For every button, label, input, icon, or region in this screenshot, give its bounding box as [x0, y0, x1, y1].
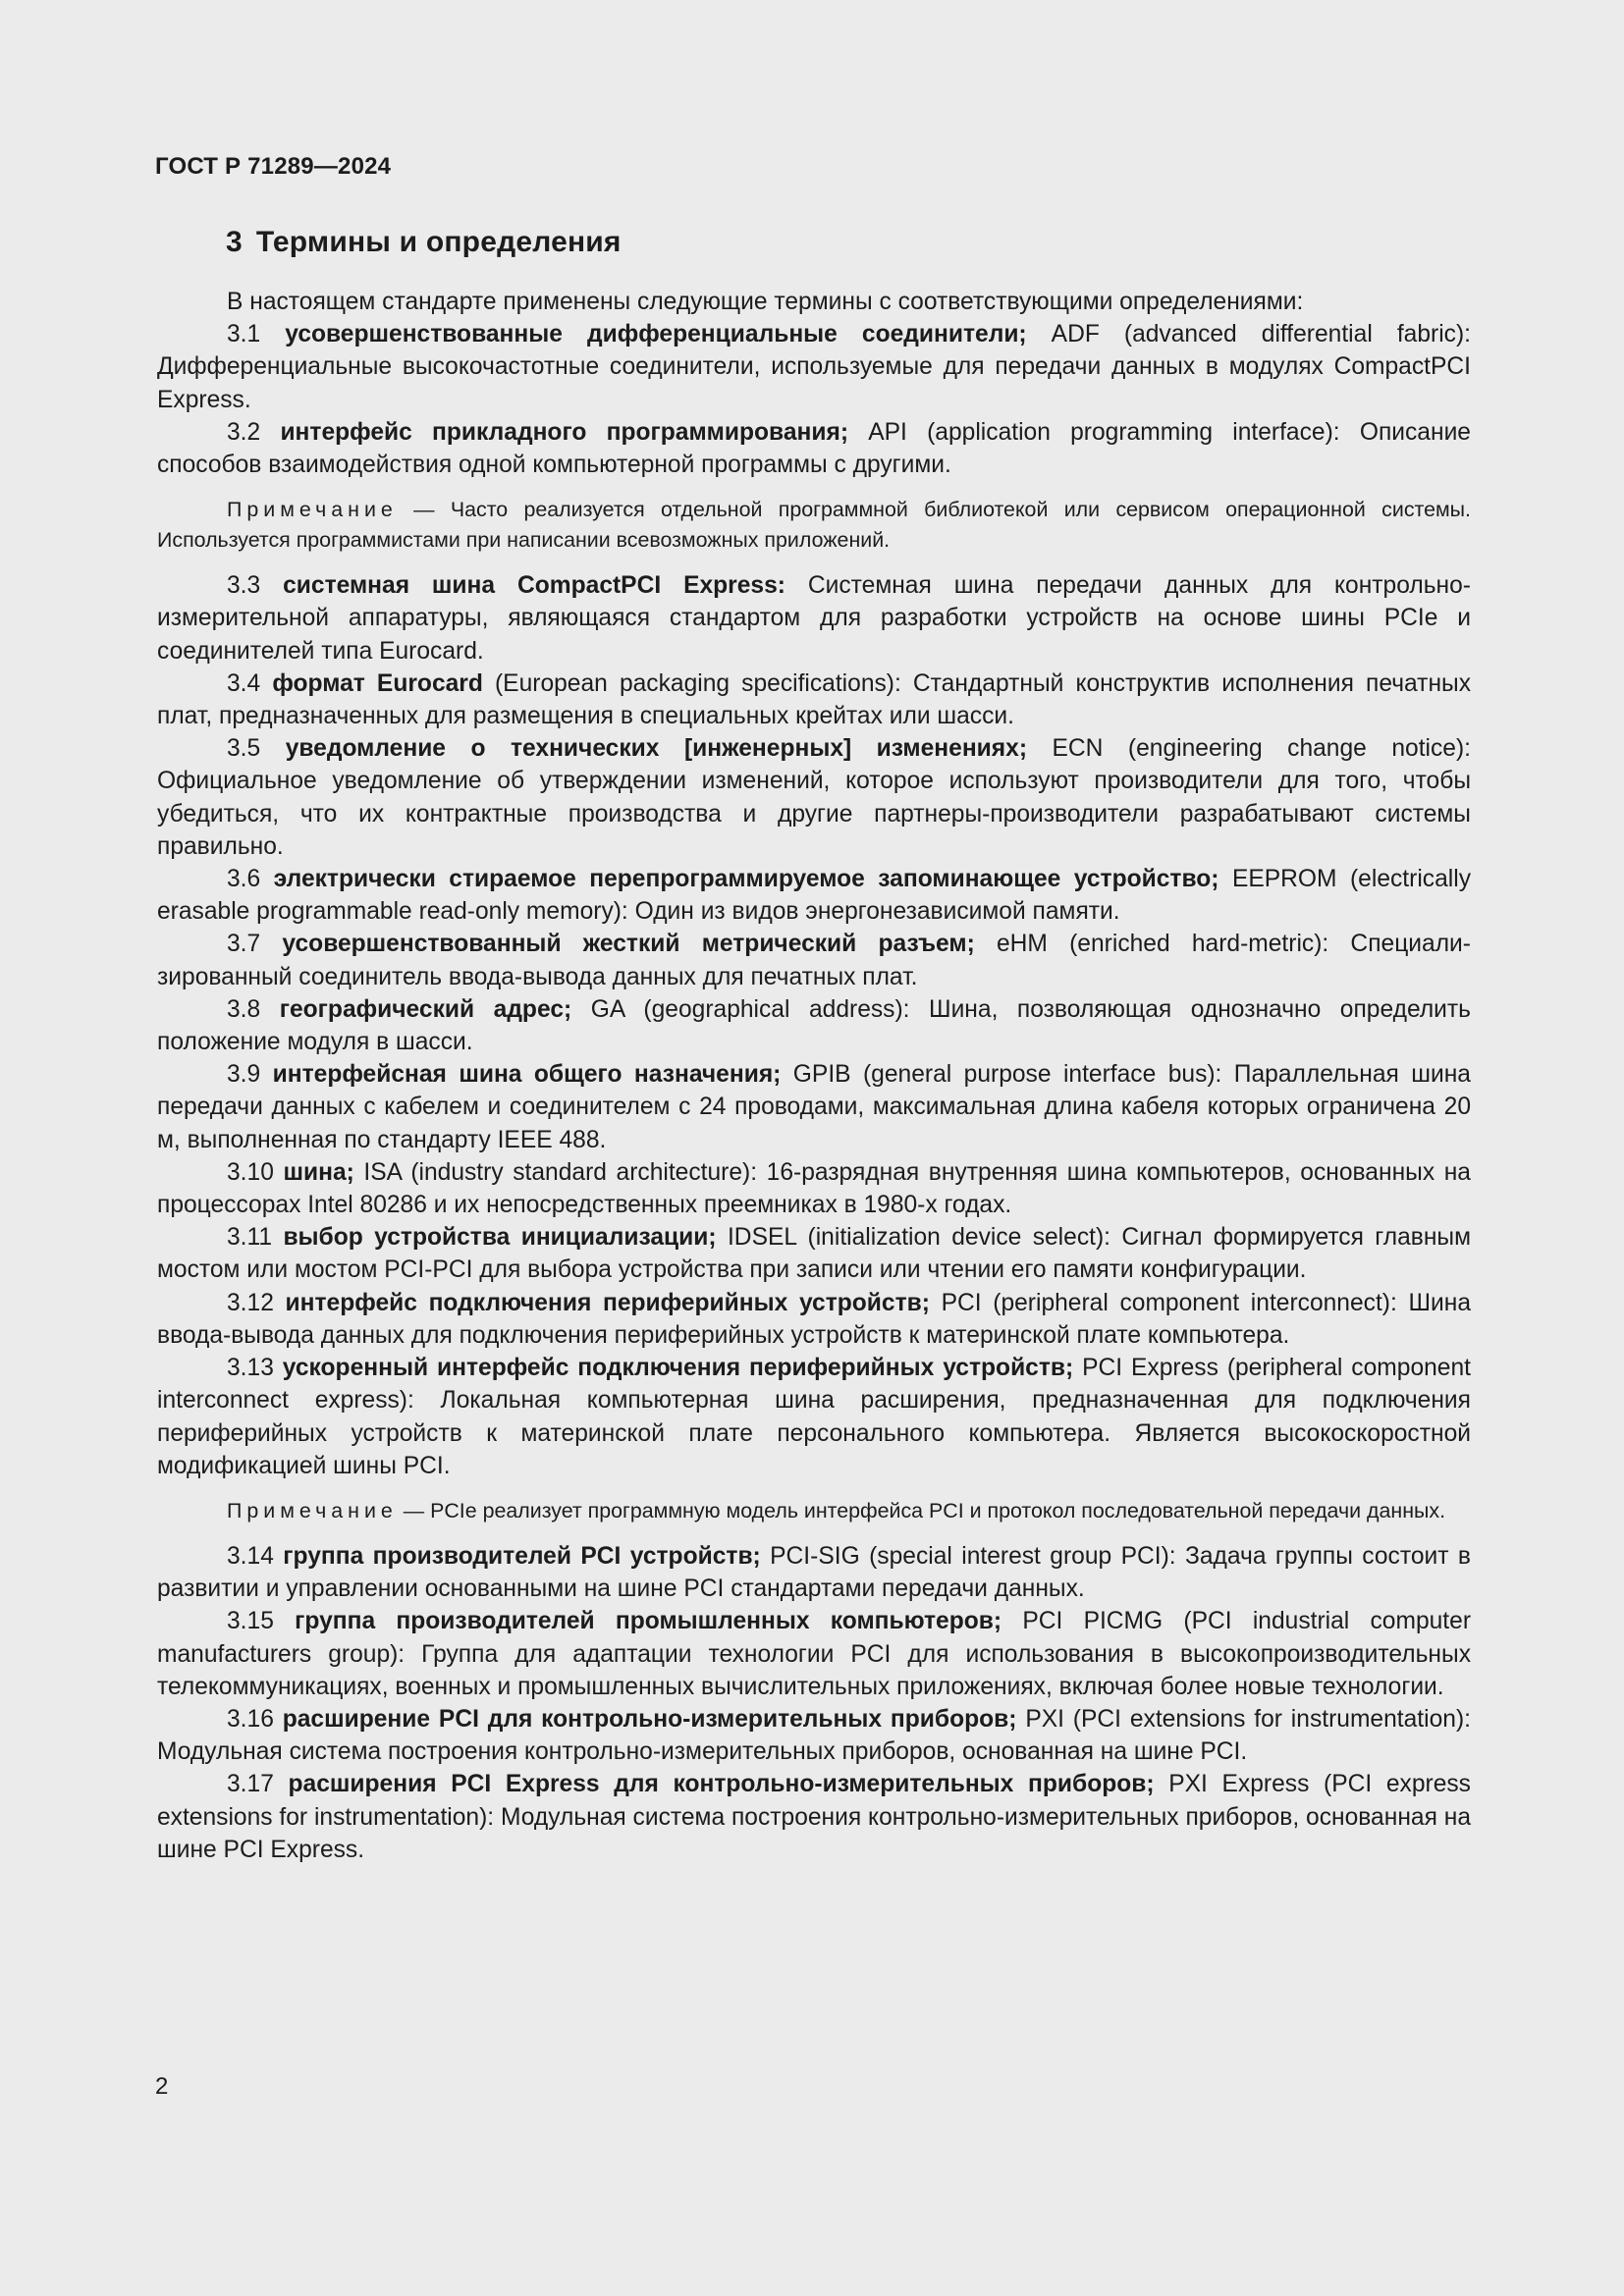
term-name: выбор устройства инициализации;: [283, 1224, 717, 1252]
section-number: 3: [226, 226, 243, 258]
term-definition: GPIB (general purpose interface bus): Параллельная шина передачи данных с кабелем и соединителем с 24 проводами, максимальная длина кабеля которых ограничена 20 м, выполненная по стандарту IEEE 488.: [157, 1061, 1471, 1153]
term-name: шина;: [283, 1158, 354, 1186]
term-3-12: [157, 1287, 1471, 1352]
term-number: 3.17: [227, 1771, 274, 1798]
note-text: — Часто реализуется отдельной программной библиотекой или сервисом операционной системы. Используется программистами при написании всевозможных приложений.: [157, 498, 1471, 553]
term-definition: GA (geographical address): Шина, позволяющая однозначно определить положение модуля в шасси.: [157, 995, 1471, 1056]
term-name: группа производителей промышленных компьютеров;: [295, 1608, 1002, 1635]
term-3-15: [157, 1605, 1471, 1703]
term-3-1: [157, 318, 1471, 416]
term-number: 3.10: [227, 1158, 274, 1186]
term-definition: Системная шина передачи данных для контрольно-измерительной аппаратуры, являющаяся стандартом для разработки устройств на основе шины PCIe и соединителей типа Eurocard.: [157, 572, 1471, 665]
term-3-11: [157, 1221, 1471, 1286]
note-label: Примечание: [227, 498, 398, 522]
term-3-14: [157, 1540, 1471, 1605]
term-definition: API (application programming interface): Описание способов взаимодействия одной компьютерной программы с другими.: [157, 418, 1471, 479]
term-3-16: [157, 1703, 1471, 1768]
term-number: 3.3: [227, 572, 261, 600]
term-definition: eHM (enriched hard-metric): Специализированный соединитель ввода-вывода данных для печатных плат.: [157, 931, 1471, 990]
term-definition: (European packaging specifications): Стандартный конструктив исполнения печатных плат, предназначенных для размещения в специальных крейтах или шасси.: [157, 669, 1471, 730]
term-name: усовершенствованные дифференциальные соединители;: [285, 321, 1027, 348]
term-3-4: [157, 667, 1471, 732]
term-definition: PCI (peripheral component interconnect): Шина ввода-вывода данных для подключения периферийных устройств к материнской плате компьютера.: [157, 1289, 1471, 1349]
term-name: интерфейсная шина общего назначения;: [272, 1061, 782, 1089]
term-number: 3.13: [227, 1355, 274, 1382]
term-number: 3.1: [227, 321, 261, 348]
term-name: ускоренный интерфейс подключения периферийных устройств;: [282, 1355, 1074, 1382]
term-name: усовершенствованный жесткий метрический разъем;: [282, 931, 975, 958]
term-3-3: [157, 569, 1471, 667]
note-2: [157, 1496, 1471, 1526]
term-number: 3.16: [227, 1705, 274, 1733]
term-3-8: [157, 993, 1471, 1058]
term-definition: ISA (industry standard architecture): 16-разрядная внутренняя шина компьютеров, основанных на процессорах Intel 80286 и их непосредственных преемниках в 1980-х годах.: [157, 1158, 1471, 1219]
term-number: 3.8: [227, 995, 261, 1023]
intro-paragraph: В настоящем стандарте применены следующие термины с соответствующими определениями:: [227, 289, 1304, 315]
term-name: расширение PCI для контрольно-измерительных приборов;: [282, 1705, 1017, 1733]
term-definition: PXI (PCI extensions for instrumentation): Модульная система построения контрольно-измерительных приборов, основанная на шине PCI.: [157, 1705, 1471, 1766]
term-3-6: [157, 863, 1471, 928]
term-name: уведомление о технических [инженерных] изменениях;: [285, 735, 1028, 763]
term-3-7: [157, 928, 1471, 992]
term-3-5: [157, 732, 1471, 863]
page-number: 2: [155, 2073, 169, 2100]
term-3-17: [157, 1768, 1471, 1866]
term-number: 3.7: [227, 931, 261, 958]
term-name: системная шина CompactPCI Express:: [283, 572, 785, 600]
term-name: группа производителей PCI устройств;: [283, 1542, 761, 1570]
term-name: интерфейс подключения периферийных устройств;: [285, 1289, 930, 1316]
term-number: 3.9: [227, 1061, 261, 1089]
note-1: [157, 495, 1471, 556]
term-name: электрически стираемое перепрограммируемое запоминающее устройство;: [273, 866, 1219, 893]
term-definition: IDSEL (initialization device select): Сигнал формируется главным мостом или мостом PCI-PCI для выбора устройства при записи или чтении его памяти конфигурации.: [157, 1224, 1471, 1284]
term-definition: PXI Express (PCI express extensions for instrumentation): Модульная система построения контрольно-измерительных приборов, основанная на шине PCI Express.: [157, 1771, 1471, 1863]
term-definition: PCI-SIG (special interest group PCI): Задача группы состоит в развитии и управлении основанными на шине PCI стандартами передачи данных.: [157, 1542, 1471, 1603]
term-number: 3.15: [227, 1608, 274, 1635]
term-definition: ECN (engineering change notice): Официальное уведомление об утверждении изменений, которое используют производители для того, чтобы убедиться, что их контрактные производства и другие партнеры-производители разрабатывают системы правильно.: [157, 735, 1471, 860]
note-text: — PCIe реализует программную модель интерфейса PCI и протокол последовательной передачи данных.: [397, 1498, 1446, 1522]
section-heading: [226, 226, 622, 259]
term-3-10: [157, 1156, 1471, 1221]
term-3-2: [157, 416, 1471, 481]
term-definition: EEPROM (electrically erasable programmable read-only memory): Один из видов энергонезависимой памяти.: [157, 866, 1471, 926]
document-body: [157, 286, 1471, 1866]
note-label: Примечание: [227, 1498, 398, 1522]
term-definition: PCI Express (peripheral component interconnect express): Локальная компьютерная шина расширения, предназначенная для подключения периферийных устройств к материнской плате персонального компьютера. Является высокоскоростной модификацией шины PCI.: [157, 1355, 1471, 1479]
document-header: ГОСТ Р 71289—2024: [155, 153, 392, 180]
term-number: 3.12: [227, 1289, 274, 1316]
term-name: интерфейс прикладного программирования;: [280, 418, 849, 446]
term-number: 3.2: [227, 418, 261, 446]
term-3-9: [157, 1058, 1471, 1156]
term-name: формат Eurocard: [272, 669, 483, 697]
term-number: 3.4: [227, 669, 261, 697]
section-title: Термины и определения: [255, 226, 622, 258]
term-name: расширения PCI Express для контрольно-измерительных приборов;: [288, 1771, 1155, 1798]
term-3-13: [157, 1352, 1471, 1482]
term-definition: ADF (advanced differential fabric): Дифференциальные высокочастотные соединители, используемые для передачи данных в модулях CompactPCI Express.: [157, 321, 1471, 413]
term-number: 3.11: [227, 1224, 273, 1252]
term-number: 3.14: [227, 1542, 274, 1570]
term-name: географический адрес;: [279, 995, 572, 1023]
term-number: 3.5: [227, 735, 261, 763]
term-definition: PCI PICMG (PCI industrial computer manufacturers group): Группа для адаптации технологии PCI для использования в высокопроизводительных телекоммуникациях, военных и промышленных вычислительных приложениях, включая более новые технологии.: [157, 1608, 1472, 1700]
term-number: 3.6: [227, 866, 261, 893]
